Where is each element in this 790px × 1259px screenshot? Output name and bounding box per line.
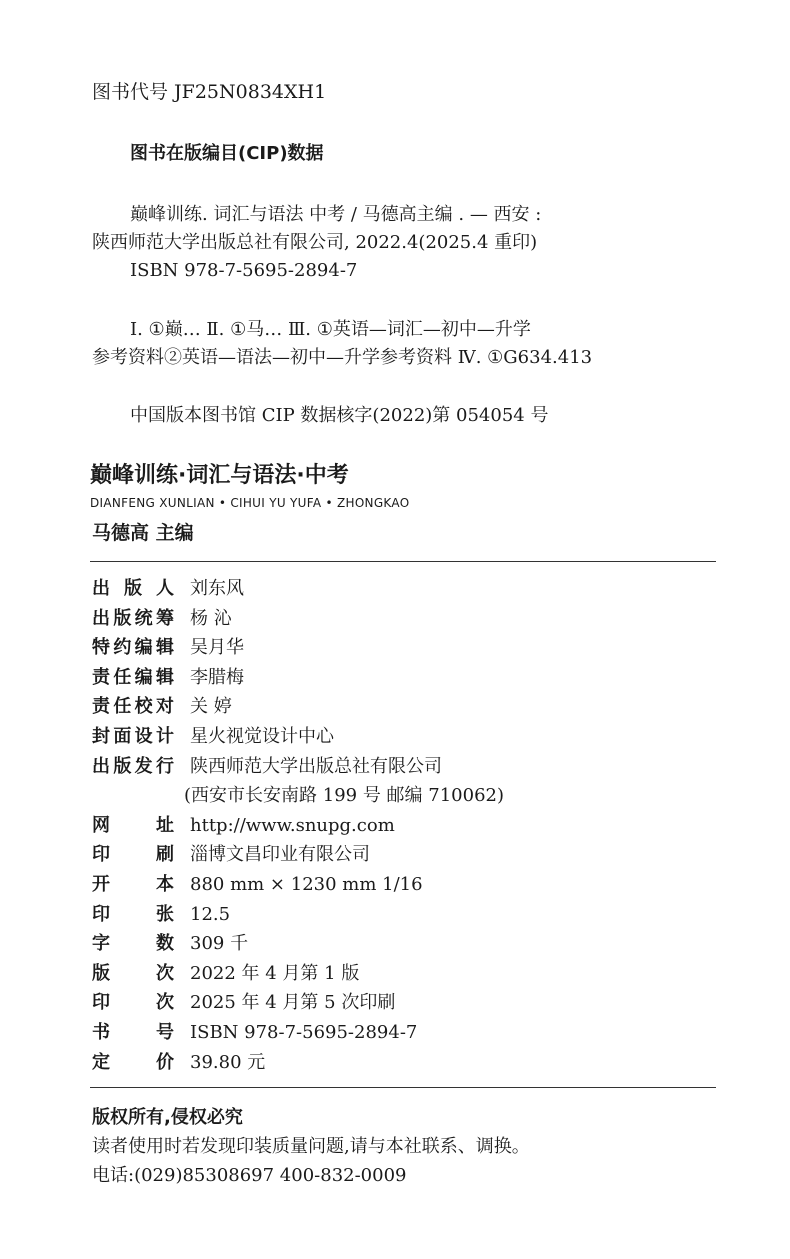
spec-label: 责 任 校 对 xyxy=(92,696,174,718)
copyright-notice: 版权所有,侵权必究 xyxy=(92,1107,243,1128)
spec-value: 12.5 xyxy=(190,903,231,925)
spec-value: 39.80 元 xyxy=(190,1051,266,1073)
cip-subjects-line-1: Ⅰ. ①巅… Ⅱ. ①马… Ⅲ. ①英语—词汇—初中—升学 xyxy=(130,319,531,340)
spec-value: 陕西师范大学出版总社有限公司 xyxy=(190,755,442,777)
spec-label: 责 任 编 辑 xyxy=(92,666,174,688)
spec-value: 2025 年 4 月第 5 次印刷 xyxy=(190,992,396,1014)
spec-value: 杨 沁 xyxy=(190,607,232,629)
spec-label: 开 本 xyxy=(92,874,174,895)
spec-value: 淄博文昌印业有限公司 xyxy=(190,844,370,866)
spec-label: 书 号 xyxy=(92,1022,174,1043)
spec-value: ISBN 978-7-5695-2894-7 xyxy=(190,1022,418,1043)
spec-value: 309 千 xyxy=(190,933,249,955)
divider-bottom xyxy=(90,1087,716,1088)
cip-record-line-1: 巅峰训练. 词汇与语法 中考 / 马德高主编 . — 西安 : xyxy=(130,204,542,225)
spec-value: 星火视觉设计中心 xyxy=(190,726,334,747)
spec-value: (西安市长安南路 199 号 邮编 710062) xyxy=(184,785,504,807)
spec-value: http://www.snupg.com xyxy=(190,814,395,836)
cip-subjects-line-2: 参考资料②英语—语法—初中—升学参考资料 Ⅳ. ①G634.413 xyxy=(92,347,593,368)
spec-label: 出 版 发 行 xyxy=(92,755,174,777)
spec-label: 网 址 xyxy=(92,814,174,836)
spec-value: 吴月华 xyxy=(190,637,244,659)
spec-label: 印 张 xyxy=(92,903,174,925)
contact-phone: 电话:(029)85308697 400-832-0009 xyxy=(92,1165,407,1186)
spec-label: 特 约 编 辑 xyxy=(92,637,174,659)
book-editor: 马德高 主编 xyxy=(92,522,194,544)
spec-label: 封 面 设 计 xyxy=(92,726,174,747)
cip-heading: 图书在版编目(CIP)数据 xyxy=(130,143,324,164)
spec-label: 版 次 xyxy=(92,962,174,984)
spec-value: 2022 年 4 月第 1 版 xyxy=(190,962,360,984)
spec-value: 关 婷 xyxy=(190,696,232,718)
spec-value: 880 mm × 1230 mm 1/16 xyxy=(190,874,423,895)
spec-label: 出 版 人 xyxy=(92,578,174,599)
spec-value: 刘东风 xyxy=(190,578,244,599)
cip-library-record: 中国版本图书馆 CIP 数据核字(2022)第 054054 号 xyxy=(130,405,549,426)
divider-top xyxy=(90,561,716,562)
spec-label: 出 版 统 筹 xyxy=(92,607,174,629)
book-code: 图书代号 JF25N0834XH1 xyxy=(92,81,327,103)
cip-record-line-2: 陕西师范大学出版总社有限公司, 2022.4(2025.4 重印) xyxy=(92,232,538,253)
book-title-pinyin: DIANFENG XUNLIAN • CIHUI YU YUFA • ZHONGKAO xyxy=(90,496,410,510)
spec-value: 李腊梅 xyxy=(190,666,244,688)
spec-label: 印 次 xyxy=(92,992,174,1014)
quality-notice: 读者使用时若发现印装质量问题,请与本社联系、调换。 xyxy=(92,1136,530,1157)
spec-label: 字 数 xyxy=(92,933,174,955)
cip-isbn: ISBN 978-7-5695-2894-7 xyxy=(130,260,358,281)
spec-label: 印 刷 xyxy=(92,844,174,866)
book-title: 巅峰训练·词汇与语法·中考 xyxy=(90,463,349,488)
spec-label: 定 价 xyxy=(92,1051,174,1073)
